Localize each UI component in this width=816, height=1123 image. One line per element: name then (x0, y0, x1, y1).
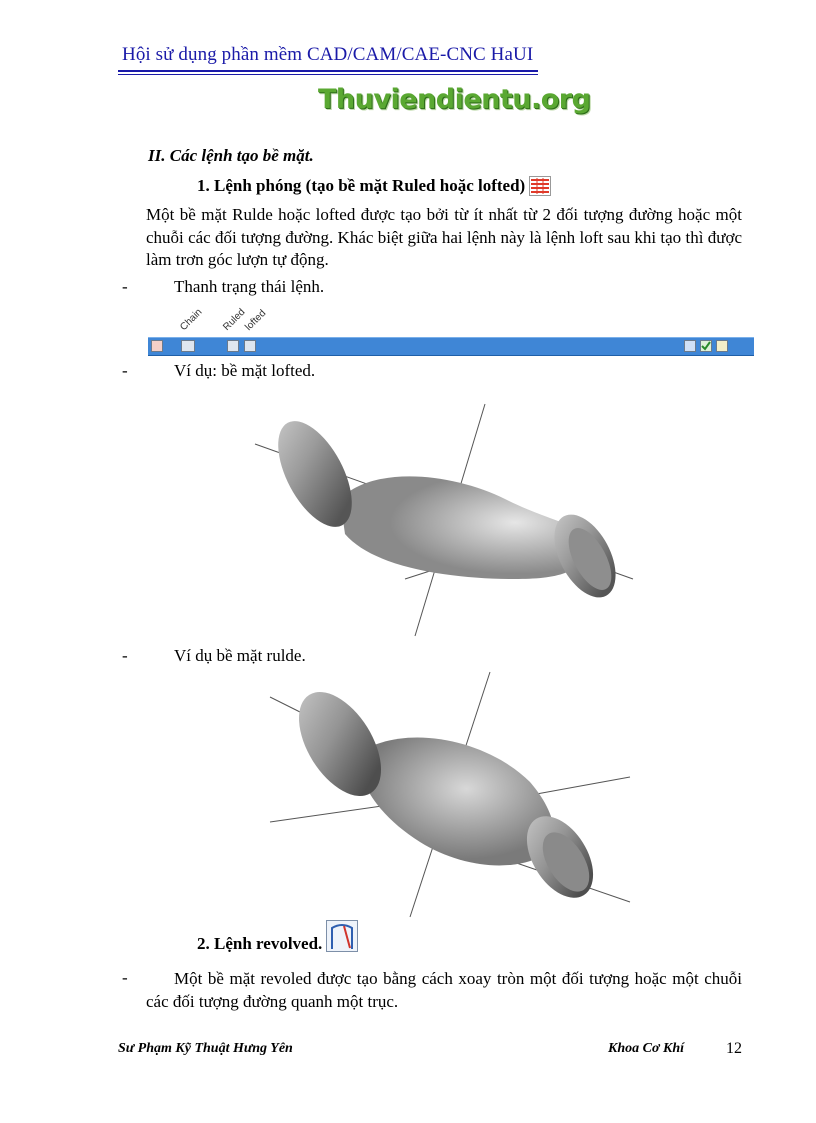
command1-description: Một bề mặt Rulde hoặc lofted được tạo bởi từ ít nhất từ 2 đối tượng đường hoặc một chuỗi các đối tượng đường. Khác biệt giữa hai lệnh này là lệnh loft sau khi tạo thì được làm trơn góc lượn tự động. (146, 205, 742, 269)
bullet-dash: - (122, 968, 128, 987)
bullet-dash: - (122, 277, 128, 296)
header-underline (118, 70, 538, 72)
command1-heading (197, 176, 551, 196)
bullet-ruled-example: Ví dụ bề mặt rulde. (174, 646, 306, 665)
ruled-mode-button[interactable] (151, 340, 163, 352)
lofted-surface-image (255, 404, 635, 639)
ruled-button[interactable] (227, 340, 239, 352)
ruled-surface-image (270, 672, 640, 922)
footer-school: Sư Phạm Kỹ Thuật Hưng Yên (118, 1041, 293, 1056)
ok-check-icon[interactable] (700, 340, 712, 352)
ruled-surface-icon (529, 176, 551, 196)
site-logo: Thuviendientu.org (318, 84, 591, 115)
lofted-button[interactable] (244, 340, 256, 352)
bullet-dash: - (122, 646, 128, 665)
footer-department: Khoa Cơ Khí (608, 1041, 684, 1056)
toolbar-label-chain: Chain (178, 306, 205, 333)
bullet-status-bar: Thanh trạng thái lệnh. (174, 277, 325, 296)
command-status-bar (148, 337, 754, 356)
command2-description: Một bề mặt revoled được tạo bằng cách xoay tròn một đối tượng hoặc một chuỗi các đối tượng đường quanh một trục. (146, 969, 742, 1011)
header-title: Hội sử dụng phần mềm CAD/CAM/CAE-CNC HaUI (122, 44, 534, 65)
toolbar-label-lofted: lofted (243, 307, 269, 333)
help-icon[interactable] (716, 340, 728, 352)
apply-icon[interactable] (684, 340, 696, 352)
chain-button[interactable] (181, 340, 195, 352)
command2-heading-text: 2. Lệnh revolved. (197, 934, 323, 953)
bullet-dash: - (122, 361, 128, 380)
command2-heading (197, 928, 358, 960)
section-title: II. Các lệnh tạo bề mặt. (148, 146, 314, 165)
revolved-surface-icon (326, 920, 358, 952)
toolbar-label-ruled: Ruled (221, 306, 248, 333)
page-number: 12 (726, 1040, 742, 1057)
header-underline-thin (118, 74, 538, 75)
bullet-lofted-example: Ví dụ: bề mặt lofted. (174, 361, 316, 380)
command1-heading-text: 1. Lệnh phóng (tạo bề mặt Ruled hoặc lofted) (197, 176, 526, 195)
